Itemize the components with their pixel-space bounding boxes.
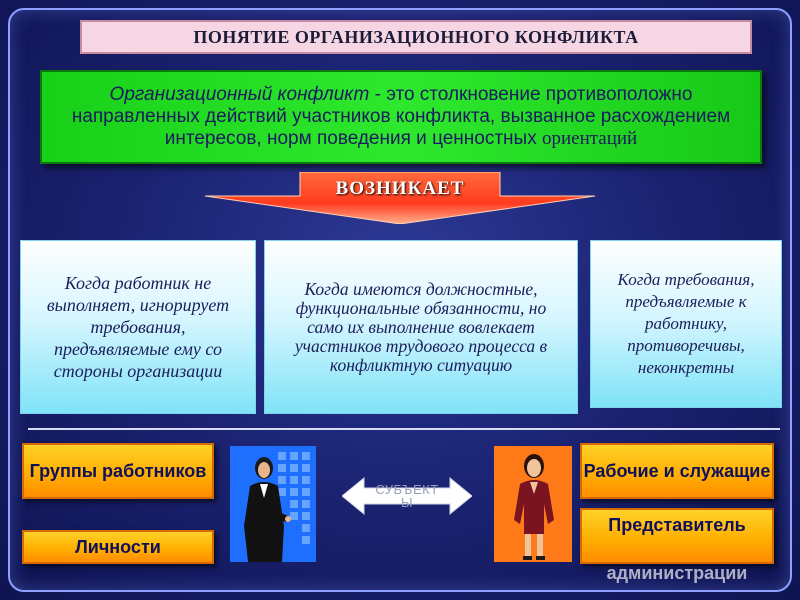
subjects-label — [342, 476, 472, 516]
definition-term: Организационный конфликт — [109, 84, 370, 105]
woman-in-suit-icon — [494, 446, 572, 562]
businesswoman-icon — [230, 446, 316, 562]
arises-label: ВОЗНИКАЕТ — [335, 178, 465, 199]
condition-text-3: Когда требования, предъявляемые к работнику, противоречивы, неконкретны — [617, 270, 755, 377]
definition-tail: ориентаций — [541, 128, 638, 149]
subjects-label-line2: Ы — [400, 495, 413, 510]
definition-text — [62, 84, 740, 150]
subject-administration-representatives — [580, 508, 774, 564]
subject-admin-label: Представитель — [608, 515, 746, 535]
condition-text-1: Когда работник не выполняет, игнорирует требования, предъявляемые ему со стороны организации — [46, 273, 230, 381]
subject-individuals-label: Личности — [75, 536, 161, 557]
subject-groups-of-workers — [22, 443, 214, 499]
condition-box-3 — [590, 240, 782, 408]
condition-text-2: Когда имеются должностные, функциональные обязанности, но само их выполнение вовлекает участников трудового процесса в конфликтную ситуацию — [294, 278, 548, 375]
subject-individuals — [22, 530, 214, 564]
subject-workers-and-employees — [580, 443, 774, 499]
subject-workers-label: Рабочие и служащие — [583, 461, 771, 481]
subjects-label-line1: СУБЪЕКТ — [375, 482, 439, 497]
subject-admin-overflow: администрации — [606, 563, 748, 583]
condition-box-2 — [264, 240, 578, 414]
page-title — [80, 20, 752, 54]
arises-arrow — [205, 172, 595, 224]
condition-box-1 — [20, 240, 256, 414]
definition-box — [40, 70, 762, 164]
subject-groups-label: Группы работников — [29, 461, 207, 481]
definition-body: - это столкновение противоположно направленных действий участников конфликта, вызванное расхождением интересов, норм поведения и ценностных — [71, 84, 731, 149]
page-title-text: ПОНЯТИЕ ОРГАНИЗАЦИОННОГО КОНФЛИКТА — [193, 26, 639, 47]
divider-line — [28, 428, 780, 430]
